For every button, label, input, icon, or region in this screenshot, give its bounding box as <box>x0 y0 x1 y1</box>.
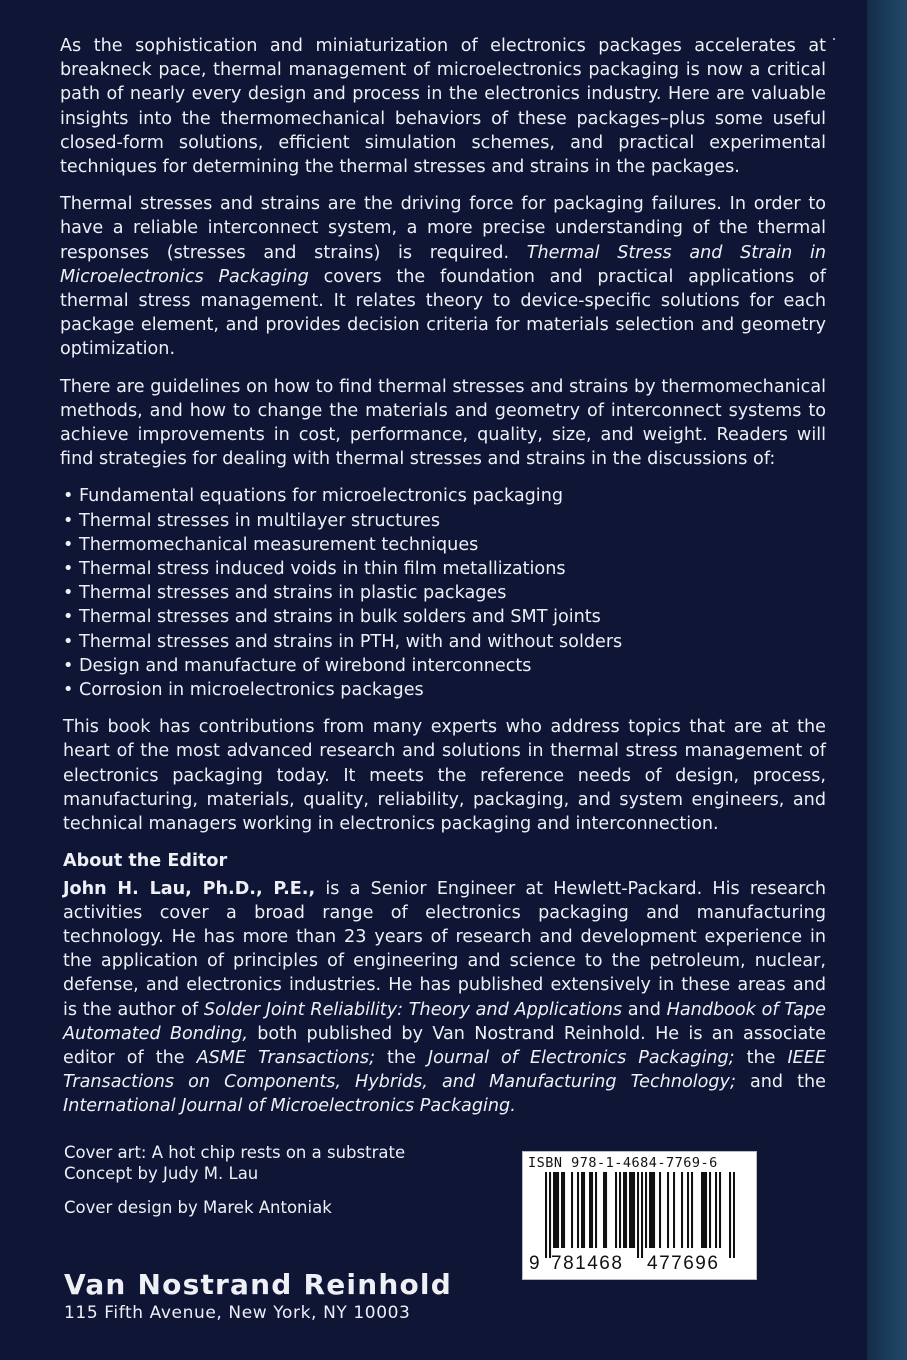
barcode-digits-right: 477696 <box>647 1253 720 1274</box>
list-item: • Thermal stresses in multilayer structures <box>63 509 826 533</box>
barcode-bar <box>641 1172 643 1258</box>
barcode-bar <box>705 1172 707 1248</box>
barcode-bar <box>637 1172 639 1258</box>
barcode-bar <box>557 1172 559 1248</box>
intro-paragraph-3: There are guidelines on how to find thermal stresses and strains by thermomechanical methods, and how to change the materials and geometry of interconnect systems to achieve improvements in cost, performance, quality, size, and weight. Readers will find strategies for dealing with thermal stresses and strains in the discussions of: <box>60 376 826 470</box>
barcode-bar <box>553 1172 555 1248</box>
barcode-bar <box>733 1172 735 1258</box>
barcode-bar <box>687 1172 689 1248</box>
barcode-bar <box>649 1172 651 1248</box>
barcode-bar <box>555 1172 557 1248</box>
barcode-bar <box>651 1172 653 1248</box>
barcode-bar <box>729 1172 731 1258</box>
barcode-bar <box>589 1172 591 1248</box>
barcode-digits-left: 781468 <box>551 1253 624 1274</box>
publisher-name: Van Nostrand Reinhold <box>64 1268 452 1301</box>
cover-design-credit: Cover design by Marek Antoniak <box>64 1198 332 1217</box>
barcode-bar <box>563 1172 565 1248</box>
barcode-bar <box>691 1172 693 1248</box>
barcode-bar <box>701 1172 703 1248</box>
barcode-bar <box>681 1172 683 1248</box>
isbn-label: ISBN 978-1-4684-7769-6 <box>528 1155 718 1171</box>
barcode-bar <box>715 1172 717 1248</box>
barcode-bar <box>645 1172 647 1248</box>
cover-credits <box>64 1142 405 1218</box>
barcode-bar <box>561 1172 563 1248</box>
barcode-bar <box>583 1172 585 1248</box>
barcode-bar <box>673 1172 675 1248</box>
list-item: • Thermal stress induced voids in thin film metallizations <box>63 557 826 581</box>
contributions-paragraph: This book has contributions from many experts who address topics that are at the heart of the most advanced research and solutions in thermal stress management of electronics packaging today. It meets the reference needs of design, process, manufacturing, materials, quality, reliability, packaging, and system engineers, and technical managers working in electronics packaging and interconnection. <box>63 717 826 835</box>
list-item: • Fundamental equations for microelectronics packaging <box>63 484 826 508</box>
editor-bio: John H. Lau, Ph.D., P.E., is a Senior Engineer at Hewlett-Packard. His research activities cover a broad range of electronics packaging and manufacturing technology. He has more than 23 years of research and development experience in the application of principles of engineering and science to the petroleum, nuclear, defense, and electronics industries. He has published extensively in these areas and is the author of Solder Joint Reliability: Theory and Applications and Handbook of Tape Automated Bonding, both published by Van Nostrand Reinhold. He is an associate editor of the ASME Transactions; the Journal of Electronics Packaging; the IEEE Transactions on Components, Hybrids, and Manufacturing Technology; and the International Journal of Microelectronics Packaging. <box>63 878 827 1117</box>
book-title: Thermal Stress and Strain in Microelectronics Packaging <box>60 242 826 287</box>
barcode-bar <box>577 1172 579 1248</box>
list-item: • Thermal stresses and strains in PTH, with and without solders <box>63 630 826 654</box>
barcode-bar <box>659 1172 661 1248</box>
barcode-bar <box>595 1172 597 1248</box>
back-cover-text <box>60 34 826 1132</box>
intro-paragraph-1: As the sophistication and miniaturization of electronics packages accelerates at breakneck pace, thermal management of microelectronics packaging is now a critical path of nearly every design and process in the electronics industry. Here are valuable insights into the thermomechanical behaviors of these packages–plus some useful closed-form solutions, efficient simulation schemes, and practical experimental techniques for determining the thermal stresses and strains in the packages. <box>60 36 826 178</box>
barcode-bar <box>591 1172 593 1248</box>
barcode-bar <box>619 1172 621 1248</box>
isbn-barcode <box>522 1151 757 1280</box>
barcode-bar <box>653 1172 655 1248</box>
spine-edge <box>867 0 907 1360</box>
barcode-bar <box>709 1172 711 1248</box>
barcode-bar <box>631 1172 633 1248</box>
list-item: • Thermal stresses and strains in plastic packages <box>63 581 826 605</box>
list-item: • Corrosion in microelectronics packages <box>63 678 826 702</box>
barcode-bar <box>633 1172 635 1248</box>
barcode-bar <box>623 1172 625 1248</box>
barcode-bar <box>603 1172 605 1248</box>
barcode-bar <box>629 1172 631 1248</box>
publisher-address: 115 Fifth Avenue, New York, NY 10003 <box>64 1303 411 1323</box>
barcode-digit-first: 9 <box>529 1253 540 1274</box>
list-item: • Thermal stresses and strains in bulk solders and SMT joints <box>63 605 826 629</box>
list-item: • Design and manufacture of wirebond interconnects <box>63 654 826 678</box>
barcode-bar <box>615 1172 617 1248</box>
list-item: • Thermomechanical measurement techniques <box>63 533 826 557</box>
topics-list <box>60 484 826 702</box>
barcode-bar <box>667 1172 669 1248</box>
about-editor-heading: About the Editor <box>63 851 228 872</box>
editor-name: John H. Lau, Ph.D., P.E., <box>63 878 316 899</box>
barcode-bar <box>605 1172 607 1248</box>
print-mark <box>833 38 835 40</box>
barcode-bar <box>625 1172 627 1248</box>
barcode-bar <box>571 1172 573 1248</box>
barcode-bar <box>545 1172 547 1258</box>
barcode-bars <box>545 1172 735 1258</box>
barcode-bar <box>549 1172 551 1258</box>
concept-credit: Concept by Judy M. Lau <box>64 1164 259 1183</box>
barcode-bar <box>719 1172 721 1248</box>
publisher-block <box>64 1268 452 1324</box>
cover-art-credit: Cover art: A hot chip rests on a substrate <box>64 1143 406 1162</box>
barcode-bar <box>581 1172 583 1248</box>
barcode-bar <box>703 1172 705 1248</box>
intro-paragraph-2: Thermal stresses and strains are the driving force for packaging failures. In order to have a reliable interconnect system, a more precise understanding of the thermal responses (stresses and strains) is required. Thermal Stress and Strain in Microelectronics Packaging covers the foundation and practical applications of thermal stress management. It relates theory to device-specific solutions for each package element, and provides decision criteria for materials selection and geometry optimization. <box>60 194 826 360</box>
